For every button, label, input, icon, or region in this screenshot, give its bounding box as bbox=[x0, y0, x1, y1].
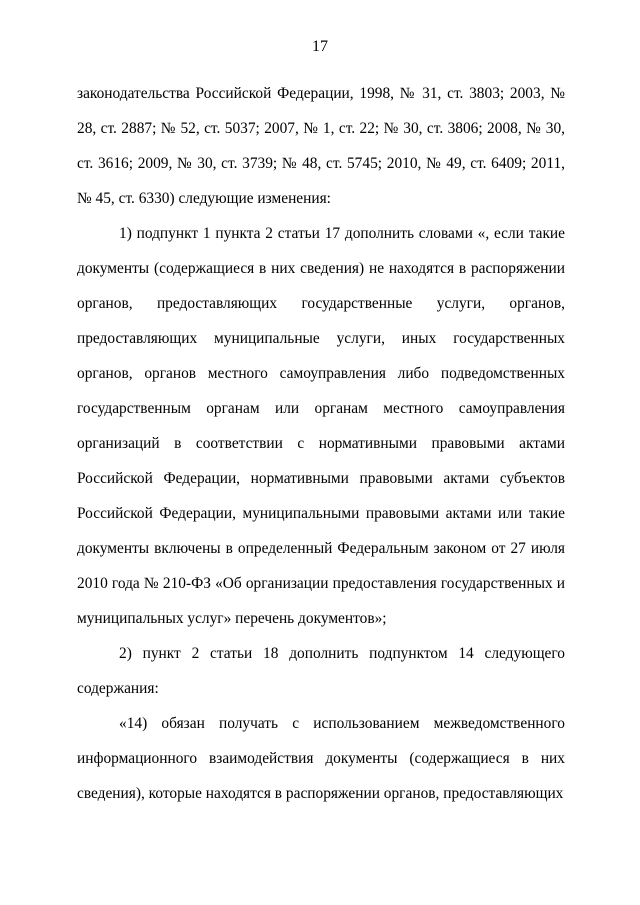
paragraph-subitem-14: «14) обязан получать с использованием межведомственного информационного взаимодействия документы (содержащиеся в них сведения), которые находятся в распоряжении органов, предоставляющих bbox=[77, 715, 565, 802]
paragraph-item-2: 2) пункт 2 статьи 18 дополнить подпунктом 14 следующего содержания: bbox=[77, 645, 565, 697]
page-number: 17 bbox=[312, 38, 328, 55]
document-body bbox=[77, 76, 565, 811]
paragraph-legislation-references: законодательства Российской Федерации, 1998, № 31, ст. 3803; 2003, № 28, ст. 2887; № 52, ст. 5037; 2007, № 1, ст. 22; № 30, ст. 3806; 2008, № 30, ст. 3616; 2009, № 30, ст. 3739; № 48, ст. 5745; 2010, № 49, ст. 6409; 2011, № 45, ст. 6330) следующие изменения: bbox=[77, 85, 565, 207]
paragraph-item-1: 1) подпункт 1 пункта 2 статьи 17 дополнить словами «, если такие документы (содержащиеся в них сведения) не находятся в распоряжении органов, предоставляющих государственные услуги, органов, предоставляющих муниципальные услуги, иных государственных органов, органов местного самоуправления либо подведомственных государственным органам или органам местного самоуправления организаций в соответствии с нормативными правовыми актами Российской Федерации, нормативными правовыми актами субъектов Российской Федерации, муниципальными правовыми актами или такие документы включены в определенный Федеральным законом от 27 июля 2010 года № 210-ФЗ «Об организации предоставления государственных и муниципальных услуг» перечень документов»; bbox=[77, 225, 565, 627]
